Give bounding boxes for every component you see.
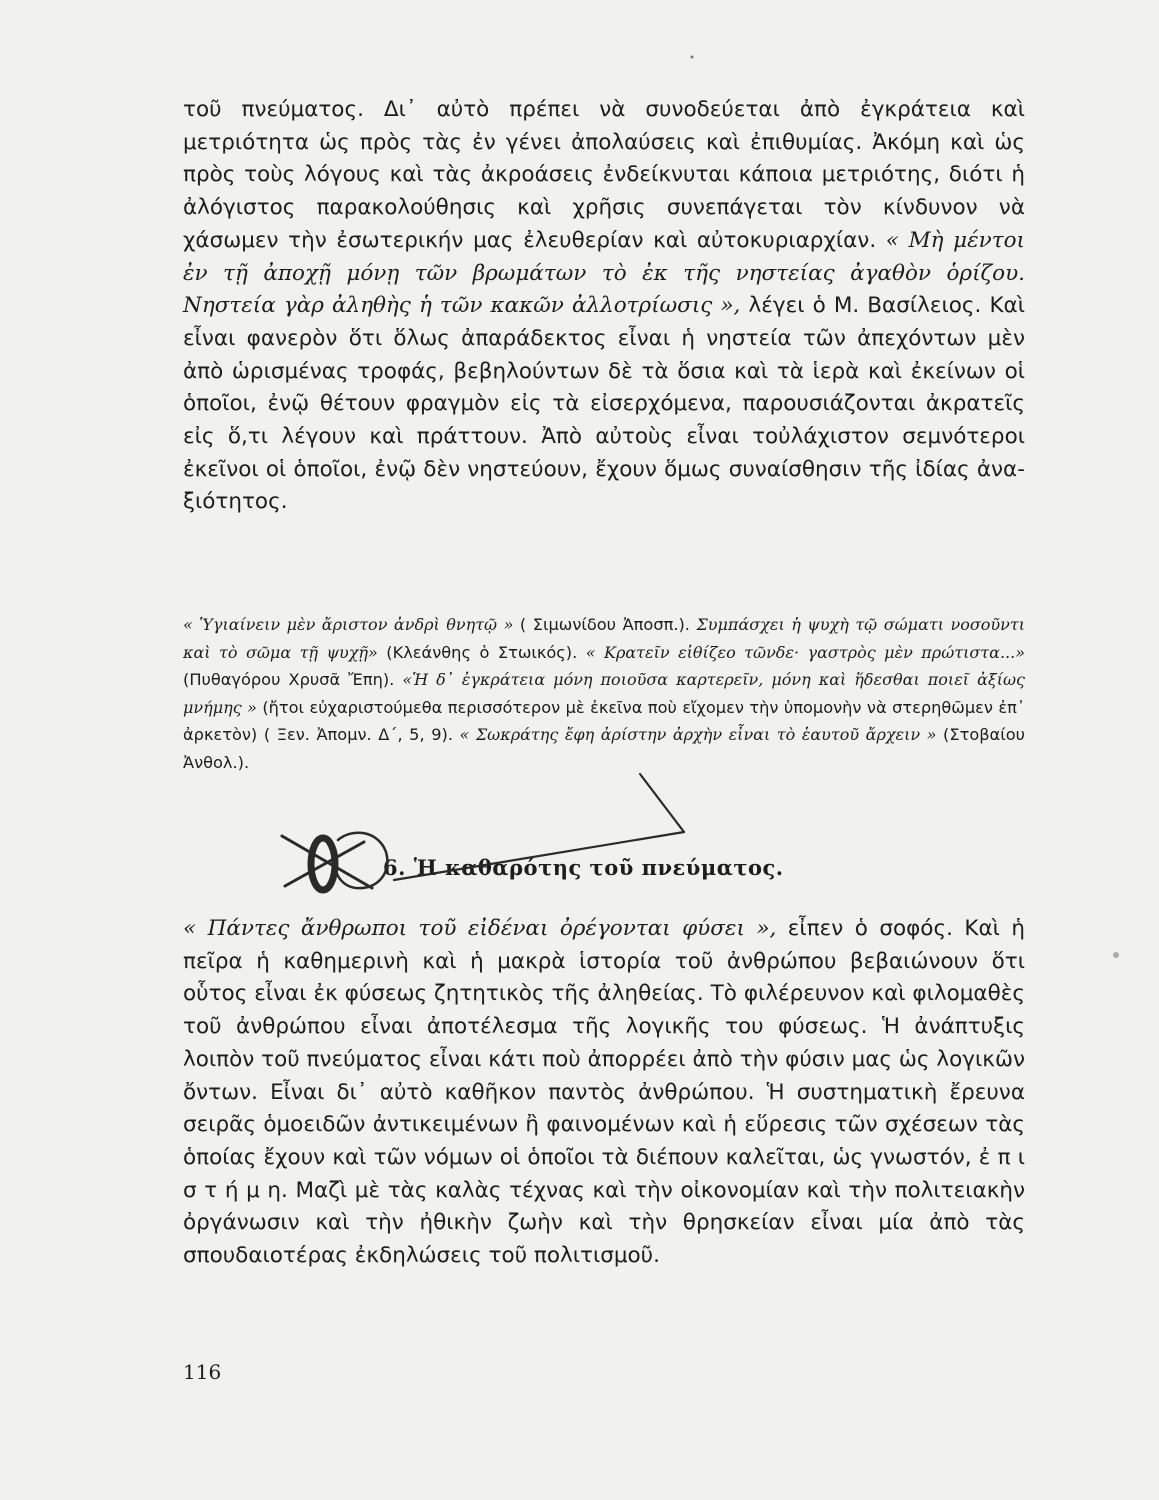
page-number: 116 xyxy=(183,1360,222,1384)
footnote-source: ( Σιμωνίδου Ἀποσπ.). xyxy=(513,615,697,634)
paragraph-text: τοῦ πνεύματος. Δι᾽ αὐτὸ πρέπει νὰ συνοδεύεται ἀπὸ ἐγκράτεια καὶ μετριότητα ὡς πρὸς τὰς ἐν γένει ἀπολαύσεις καὶ ἐπιθυμίας. Ἀκόμη καὶ ὡς πρὸς τοὺς λόγους καὶ τὰς ἀκροάσεις ἐνδείκνυται κάποια μετριότης, διότι ἡ ἀλόγιστος παρακολούθησις καὶ χρῆσις συνεπάγεται τὸν κίνδυνον νὰ χάσωμεν τὴν ἐσωτερικήν μας ἐλευθερίαν καὶ αὐτοκυριαρχίαν. xyxy=(183,97,1025,253)
pen-cross-stroke xyxy=(285,842,364,886)
ink-speck xyxy=(691,56,694,59)
pen-zero-mark xyxy=(311,838,335,890)
footnote-quote: « Σωκράτης ἔφη ἀρίστην ἀρχὴν εἶναι τὸ ἑαυτοῦ ἄρχειν » xyxy=(459,725,937,745)
pen-circle-stroke xyxy=(335,833,387,888)
ink-speck xyxy=(1113,952,1119,958)
pen-cross-stroke xyxy=(282,836,372,888)
footnote-source: (Πυθαγόρου Χρυσᾶ Ἔπη). xyxy=(183,670,403,690)
quotation-basil: « Μὴ μέντοι ἐν τῇ ἀποχῇ μόνῃ τῶν βρωμάτων τὸ ἐκ τῆς νηστείας ἀγαθὸν ὁρίζου. Νηστεία γὰρ ἀληθὴς ἡ τῶν κακῶν ἀλλοτρίωσις », xyxy=(183,227,1025,319)
footnote-quote: «Ἡ δ᾽ ἐγκράτεια μόνη ποιοῦσα καρτερεῖν, μόνη καὶ ἥδεσθαι ποιεῖ ἀξίως μνήμης » xyxy=(183,670,1025,717)
quotation-aristotle: « Πάντες ἄνθρωποι τοῦ εἰδέναι ὀρέγονται φύσει », xyxy=(183,916,777,941)
paragraph-body xyxy=(183,94,1025,519)
footnote-quote: Συμπάσχει ἡ ψυχὴ τῷ σώματι νοσοῦντι καὶ τὸ σῶμα τῇ ψυχῇ» xyxy=(183,615,1025,662)
section-body xyxy=(183,913,1025,1273)
paragraph-text: εἶπεν ὁ σοφός. Καὶ ἡ πεῖρα ἡ καθημερινὴ καὶ ἡ μακρὰ ἱστορία τοῦ ἀνθρώπου βεβαιώνουν ὅτι οὗτος εἶναι ἐκ φύσεως ζητητικὸς τῆς ἀληθείας. Τὸ φιλέρευνον καὶ φιλομαθὲς τοῦ ἀνθρώπου εἶναι ἀποτέλεσμα τῆς λογικῆς του φύσεως. Ἡ ἀνάπτυξις λοιπὸν τοῦ πνεύματος εἶναι κάτι ποὺ ἀπορρέει ἀπὸ τὴν φύσιν μας ὡς λογικῶν ὄντων. Εἶναι δι᾽ αὐτὸ καθῆκον παντὸς ἀνθρώπου. Ἡ συστηματικὴ ἔρευνα σειρᾶς ὁμοειδῶν ἀντικειμένων ἢ φαινομένων καὶ ἡ εὕρεσις τῶν σχέσεων τὰς ὁποίας ἔχουν καὶ τῶν νόμων οἱ ὁποῖοι τὰ διέπουν καλεῖται, ὡς γνωστόν, ἐ π ι σ τ ή μ η. Μαζὶ μὲ τὰς καλὰς τέχνας καὶ τὴν οἰκονομίαν καὶ τὴν πολιτειακὴν ὀργάνωσιν καὶ τὴν ἠθικὴν ζωὴν καὶ τὴν θρησκείαν εἶναι μία ἀπὸ τὰς σπουδαιοτέρας ἐκδηλώσεις τοῦ πολιτισμοῦ. xyxy=(183,916,1025,1269)
footnote-source: (Κλεάνθης ὁ Στωικός). xyxy=(377,642,586,662)
footnote-source: (ἤτοι εὐχαριστούμεθα περισσότερον μὲ ἐκεῖνα ποὺ εἴχομεν τὴν ὑπομονὴν νὰ στερηθῶμεν ἐπ᾽ ἀρκετὸν) ( Ξεν. Ἀπομν. Δ΄, 5, 9). xyxy=(183,697,1025,745)
footnote-quote: « Κρατεῖν εἰθίζεο τῶνδε· γαστρὸς μὲν πρώτιστα...» xyxy=(585,642,1025,662)
footnote-source: (Στοβαίου Ἀνθολ.). xyxy=(183,725,1025,772)
pen-line-stroke xyxy=(640,774,684,832)
footnote-quote: « Ὑγιαίνειν μὲν ἄριστον ἀνδρὶ θνητῷ » xyxy=(183,615,514,634)
paragraph-text: λέγει ὁ Μ. Βασίλειος. Καὶ εἶναι φανερὸν ὅτι ὅλως ἀπαράδεκτος εἶναι ἡ νηστεία τῶν ἀπεχόντων μὲν ἀπὸ ὡρισμένας τροφάς, βεβηλούντων δὲ τὰ ὅσια καὶ τὰ ἱερὰ καὶ ἐκείνων οἱ ὁποῖοι, ἐνῷ θέτουν φραγμὸν εἰς τὰ εἰσερχόμενα, παρουσιάζονται ἀκρατεῖς εἰς ὅ,τι λέγουν καὶ πράττουν. Ἀπὸ αὐτοὺς εἶναι τοὐλάχιστον σεμνότεροι ἐκεῖνοι οἱ ὁποῖοι, ἐνῷ δὲν νηστεύουν, ἔχουν ὅμως συναίσθησιν τῆς ἰδίας ἀναξιότητος. xyxy=(183,293,1025,515)
footnote-block xyxy=(183,611,1025,777)
section-heading: 6. Ἡ καθαρότης τοῦ πνεύματος. xyxy=(383,855,784,880)
